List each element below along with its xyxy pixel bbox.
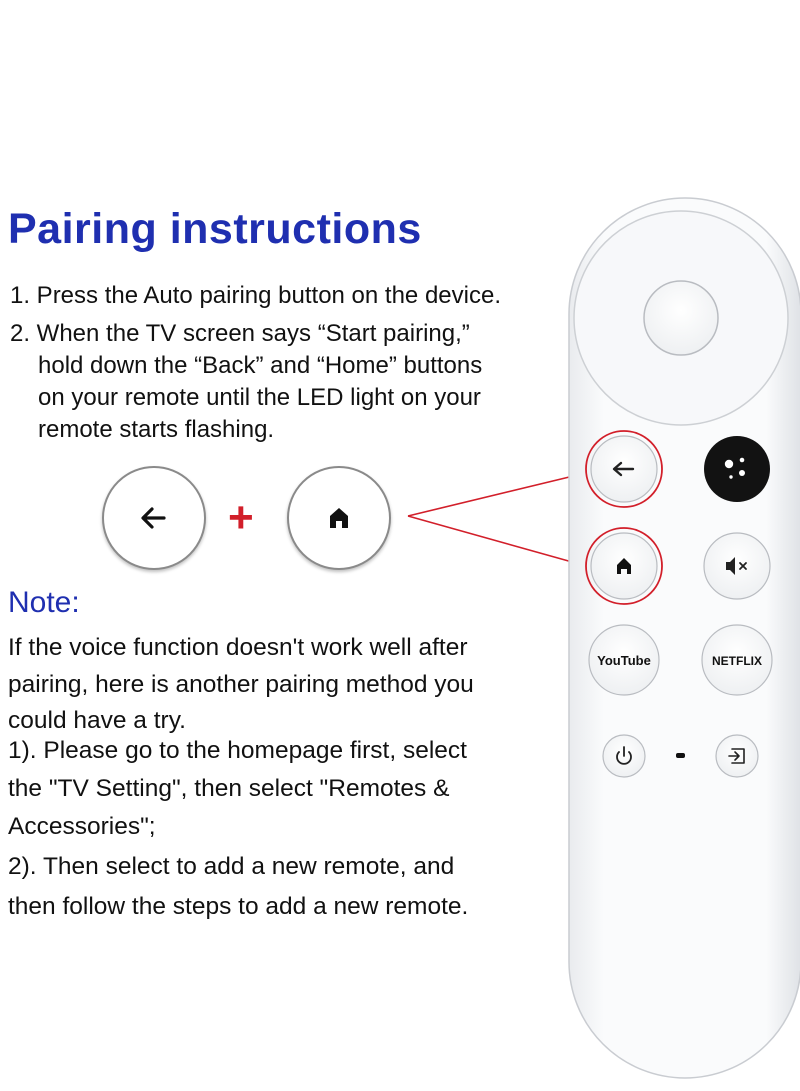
- plus-sign: +: [228, 493, 254, 542]
- note-line: the "TV Setting", then select "Remotes &: [8, 775, 450, 802]
- remote-back-button: [586, 431, 662, 507]
- netflix-label: NETFLIX: [712, 654, 762, 668]
- page-title: Pairing instructions: [8, 205, 422, 253]
- remote-youtube-button: [589, 625, 659, 695]
- step-2-line-3: on your remote until the LED light on your: [38, 384, 481, 411]
- note-line: 2). Then select to add a new remote, and: [8, 853, 455, 880]
- note-line: then follow the steps to add a new remote.: [8, 893, 469, 920]
- step-2-line-2: hold down the “Back” and “Home” buttons: [38, 352, 483, 379]
- step-2-line-1: 2. When the TV screen says “Start pairing,”: [10, 320, 470, 347]
- pointer-lines: [408, 472, 590, 567]
- remote-mute-button: [704, 533, 770, 599]
- dpad-center-button: [644, 281, 718, 355]
- note-line: pairing, here is another pairing method you: [8, 671, 474, 698]
- remote-input-button: [716, 735, 758, 777]
- note-line: Accessories";: [8, 813, 156, 840]
- youtube-label: YouTube: [597, 653, 651, 668]
- remote-assistant-button: [704, 436, 770, 502]
- note-line: 1). Please go to the homepage first, select: [8, 737, 467, 764]
- step-1: 1. Press the Auto pairing button on the device.: [10, 282, 501, 309]
- note-heading: Note:: [8, 586, 80, 619]
- note-line: If the voice function doesn't work well after: [8, 634, 468, 661]
- step-2-line-4: remote starts flashing.: [38, 416, 275, 443]
- remote-netflix-button: [702, 625, 772, 695]
- led-indicator: [676, 753, 685, 758]
- remote-home-button: [586, 528, 662, 604]
- note-line: could have a try.: [8, 707, 186, 734]
- remote-power-button: [603, 735, 645, 777]
